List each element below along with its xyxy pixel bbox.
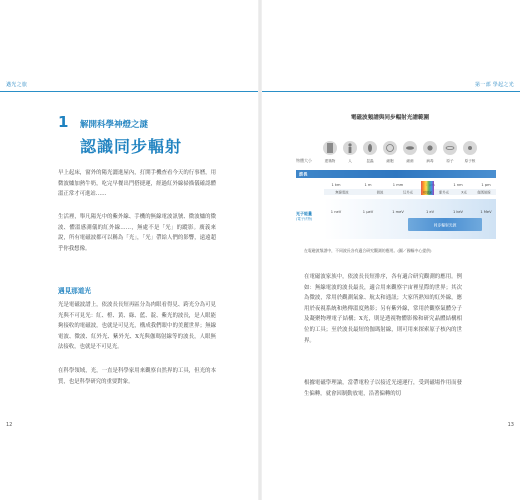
band-name: 無線電波 bbox=[335, 190, 349, 195]
nucleus-glyph bbox=[468, 146, 472, 150]
chapter-title: 認識同步輻射 bbox=[80, 137, 183, 156]
intro-paragraph-1: 早上起床，窗外的陽光灑進屋內，打開手機查看今天的行事曆，用微波爐加熱牛奶，吃完早餐出門搭捷運，經過紅外線掃描儀確認體溫正常才可進站…… bbox=[58, 170, 216, 198]
insect-glyph bbox=[368, 144, 372, 152]
object-size-label: 物體大小 bbox=[296, 158, 312, 163]
right-paragraph-2: 根據電磁學理論，當帶電粒子以接近光速運行，受到磁場作用而發生偏轉，就會因制動放電，沿著偏轉的切 bbox=[304, 380, 462, 397]
object-labels bbox=[325, 158, 476, 163]
right-page-number: 13 bbox=[507, 422, 514, 428]
left-header-rule bbox=[0, 91, 258, 92]
band-name: X光 bbox=[461, 190, 467, 195]
cell-icon bbox=[383, 141, 397, 155]
right-header-rule bbox=[262, 91, 520, 92]
photon-energy-label: 光子能量 bbox=[296, 211, 312, 216]
chapter-number: 1 bbox=[58, 113, 69, 131]
atom-icon bbox=[443, 141, 457, 155]
object-label: 細菌 bbox=[406, 159, 414, 163]
building-glyph bbox=[327, 143, 333, 153]
person-head-glyph bbox=[348, 143, 351, 146]
object-label: 建築物 bbox=[324, 159, 336, 163]
object-label: 病毒 bbox=[426, 159, 434, 163]
energy-tick: 1 keV bbox=[452, 210, 464, 214]
band-name: 微波 bbox=[376, 190, 384, 195]
left-running-header: 邁光之旅 bbox=[6, 82, 28, 88]
section-paragraph-1: 光是電磁波譜上，依波長長短再區分為肉眼看得見、跨光分為可見光與不可見光：紅、橙、黃、綠、藍、靛、紫光的波長，是人眼能夠接收的電磁波，也就是可見光，構成我們眼中的美麗世界；無線電波、微波、紅外光、紫外光、X光與伽瑪射線等的波長，人眼無法接收，也就是不可見光。 bbox=[58, 302, 216, 351]
energy-tick: 1 MeV bbox=[480, 210, 492, 214]
object-label: 原子核 bbox=[464, 159, 476, 163]
section-heading: 遇見那道光 bbox=[58, 287, 91, 295]
spectrum-diagram bbox=[296, 123, 496, 248]
person-body-glyph bbox=[349, 147, 352, 153]
synchrotron-label: 同步輻射光源 bbox=[433, 222, 457, 228]
chapter-subtitle: 解開科學神燈之謎 bbox=[80, 120, 149, 130]
wavelength-band bbox=[296, 170, 496, 178]
energy-tick: 1 eV bbox=[425, 210, 435, 214]
energy-tick: 1 μeV bbox=[362, 210, 374, 214]
wavelength-tick: 1 km bbox=[331, 183, 341, 187]
band-name: 紅外光 bbox=[403, 190, 413, 195]
wavelength-tick: 1 pm bbox=[481, 183, 491, 187]
figure-caption: 在電磁波頻譜中，不同波長各有適合研究觀測的應用。(圖／國輻中心提供) bbox=[304, 248, 432, 253]
virus-glyph bbox=[427, 145, 432, 150]
intro-paragraph-2: 生活裡，舉凡陽光中的紫外線、手機的無線電波訊號、微波爐的微波、體溫感測儀的紅外線……，無處不是「光」的蹤影。廣義來說，所有電磁波都可以稱為「光」，「光」帶給人們的影響，遠遠超乎你我想像。 bbox=[58, 214, 216, 252]
right-running-header: 第一部 學起之光 bbox=[475, 82, 514, 88]
wavelength-tick: 1 m bbox=[364, 183, 372, 187]
right-paragraph-1: 在電磁波家族中，依波長長短排序，各有適合研究觀測的應用。例如：無線電波的波長最長，適合用來觀察宇宙裡星際的世界；其次為微波，常用於觀測氣象、航太和通訊；大家所熟知的紅外線，應用於夜視系統和熱傳溫度熱影；另有紫外線，常用於觀察氣體分子及凝聚物理電子結構；X光，則是透視物體影像和研究晶體結構相位的工具；至於波長最短的伽瑪射線，則可用來探索原子核內的世界。 bbox=[304, 274, 462, 344]
energy-tick: 1 neV bbox=[330, 210, 342, 214]
wavelength-tick: 1 mm bbox=[392, 183, 404, 187]
photon-energy-unit: (電子伏特) bbox=[296, 217, 313, 221]
left-page-number: 12 bbox=[6, 422, 13, 428]
section-paragraph-2: 在科學領域，光，一直是科學家用來觀察自然界的工具，但光的本質，也是科學研究的重要對象。 bbox=[58, 368, 216, 385]
object-label: 昆蟲 bbox=[366, 159, 374, 163]
object-icons-row bbox=[323, 141, 477, 155]
object-label: 原子 bbox=[446, 159, 454, 163]
right-page bbox=[260, 0, 520, 500]
band-name: 伽瑪射線 bbox=[477, 190, 491, 195]
spectrum-chart-title: 電磁波頻譜與同步輻射光譜範圍 bbox=[350, 115, 430, 121]
band-name: 紫外光 bbox=[439, 190, 449, 195]
wavelength-label: 波長 bbox=[299, 171, 308, 177]
energy-tick: 1 meV bbox=[392, 210, 404, 214]
wavelength-tick: 1 nm bbox=[453, 183, 463, 187]
band-name: 可見光 bbox=[422, 190, 433, 195]
object-label: 人 bbox=[348, 159, 352, 163]
wavelength-ticks bbox=[331, 183, 491, 187]
object-label: 細胞 bbox=[386, 159, 394, 163]
bacteria-glyph bbox=[406, 146, 414, 150]
